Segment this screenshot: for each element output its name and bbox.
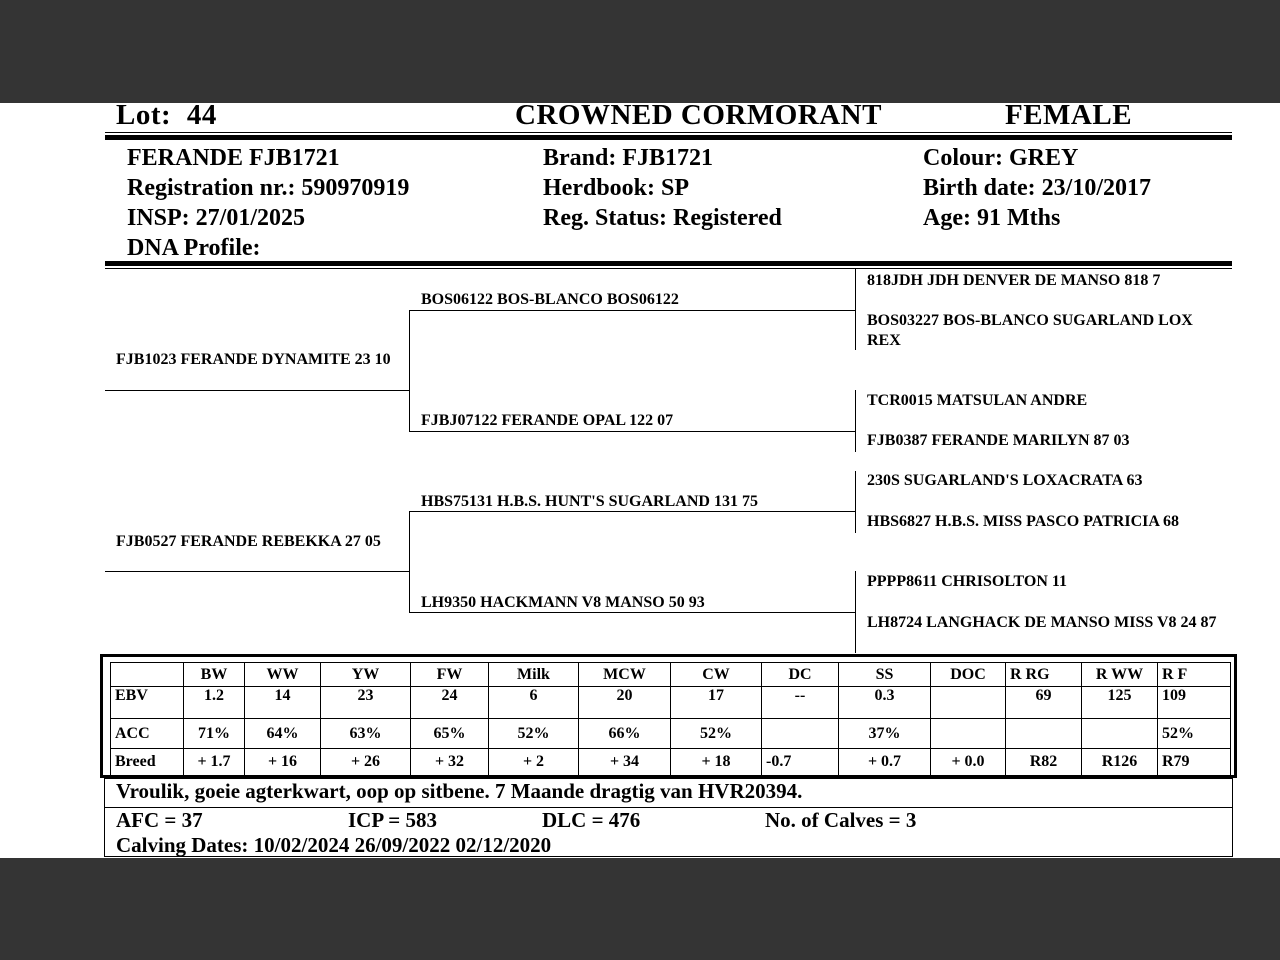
ebv-cell: 20 bbox=[579, 687, 671, 719]
ebv-header-cell: R RG bbox=[1006, 663, 1082, 687]
pedigree-sire-sire: BOS06122 BOS-BLANCO BOS06122 bbox=[421, 291, 679, 308]
icp-value: ICP = 583 bbox=[348, 808, 437, 832]
afc-value: AFC = 37 bbox=[116, 808, 203, 832]
sex-label: FEMALE bbox=[1005, 99, 1133, 131]
brand: Brand: FJB1721 bbox=[543, 145, 714, 171]
herdbook: Herdbook: SP bbox=[543, 175, 690, 201]
ebv-cell: 23 bbox=[321, 687, 411, 719]
ebv-frame bbox=[100, 654, 1237, 778]
ebv-cell: 109 bbox=[1158, 687, 1231, 719]
pedigree-ggp-3: TCR0015 MATSULAN ANDRE bbox=[867, 392, 1088, 409]
ebv-header-cell: BW bbox=[184, 663, 245, 687]
ebv-row-acc bbox=[111, 719, 1231, 749]
ebv-header-cell: FW bbox=[411, 663, 489, 687]
animal-name: FERANDE FJB1721 bbox=[127, 145, 340, 171]
pedigree-line bbox=[409, 431, 855, 432]
ebv-cell: + 16 bbox=[245, 749, 321, 776]
registration-number: Registration nr.: 590970919 bbox=[127, 175, 410, 201]
ebv-cell: -0.7 bbox=[762, 749, 839, 776]
lot-label-text: Lot: bbox=[116, 99, 172, 131]
ebv-header-cell bbox=[111, 663, 184, 687]
pedigree-line bbox=[409, 612, 855, 613]
pedigree-line bbox=[409, 310, 855, 311]
ebv-cell bbox=[762, 719, 839, 749]
age: Age: 91 Mths bbox=[923, 205, 1061, 231]
ebv-cell: 66% bbox=[579, 719, 671, 749]
ebv-cell: 69 bbox=[1006, 687, 1082, 719]
lot-label bbox=[116, 99, 217, 132]
calving-dates: Calving Dates: 10/02/2024 26/09/2022 02/12/2020 bbox=[116, 833, 552, 857]
pedigree-line bbox=[409, 310, 410, 431]
ebv-cell: + 1.7 bbox=[184, 749, 245, 776]
ebv-cell: + 18 bbox=[671, 749, 762, 776]
ebv-cell: 64% bbox=[245, 719, 321, 749]
ebv-cell: 1.2 bbox=[184, 687, 245, 719]
ebv-header-cell: MCW bbox=[579, 663, 671, 687]
ebv-cell bbox=[931, 687, 1006, 719]
ebv-header-cell: DC bbox=[762, 663, 839, 687]
info-col-left bbox=[127, 143, 409, 263]
ebv-header-cell: SS bbox=[839, 663, 931, 687]
ebv-header-row bbox=[111, 663, 1231, 687]
pedigree-ggp-6: HBS6827 H.B.S. MISS PASCO PATRICIA 68 bbox=[867, 513, 1180, 530]
pedigree-ggp-1: 818JDH JDH DENVER DE MANSO 818 7 bbox=[867, 272, 1161, 289]
ebv-cell: 63% bbox=[321, 719, 411, 749]
ebv-table bbox=[110, 662, 1231, 776]
ebv-header-cell: CW bbox=[671, 663, 762, 687]
pedigree-line bbox=[409, 511, 855, 512]
ebv-cell bbox=[931, 719, 1006, 749]
ebv-header-cell: R F bbox=[1158, 663, 1231, 687]
ebv-cell: EBV bbox=[111, 687, 184, 719]
comment-text: Vroulik, goeie agterkwart, oop op sitbene. 7 Maande dragtig van HVR20394. bbox=[116, 779, 803, 803]
ebv-header-cell: DOC bbox=[931, 663, 1006, 687]
ebv-cell: -- bbox=[762, 687, 839, 719]
header-rule-thin bbox=[105, 132, 1232, 133]
pedigree-ggp-5: 230S SUGARLAND'S LOXACRATA 63 bbox=[867, 472, 1143, 489]
ebv-cell: 52% bbox=[489, 719, 579, 749]
ebv-cell bbox=[1006, 719, 1082, 749]
ebv-header-cell: R WW bbox=[1082, 663, 1158, 687]
ebv-row-breed bbox=[111, 749, 1231, 776]
ebv-cell: 17 bbox=[671, 687, 762, 719]
ebv-header-cell: YW bbox=[321, 663, 411, 687]
ebv-cell: + 32 bbox=[411, 749, 489, 776]
pedigree-ggp-7: PPPP8611 CHRISOLTON 11 bbox=[867, 573, 1068, 590]
ebv-cell: 125 bbox=[1082, 687, 1158, 719]
pedigree-dam-sire: HBS75131 H.B.S. HUNT'S SUGARLAND 131 75 bbox=[421, 493, 758, 510]
ebv-header-cell: WW bbox=[245, 663, 321, 687]
pedigree-line bbox=[105, 390, 409, 391]
info-rule-thin bbox=[105, 268, 1232, 269]
pedigree-line bbox=[855, 269, 856, 350]
birth-date: Birth date: 23/10/2017 bbox=[923, 175, 1151, 201]
ebv-cell: + 2 bbox=[489, 749, 579, 776]
ebv-cell: 0.3 bbox=[839, 687, 931, 719]
calves-count: No. of Calves = 3 bbox=[765, 808, 917, 832]
ebv-cell: 52% bbox=[671, 719, 762, 749]
registration-status: Reg. Status: Registered bbox=[543, 205, 782, 231]
pedigree-ggp-2: BOS03227 BOS-BLANCO SUGARLAND LOX REX bbox=[867, 312, 1193, 349]
lot-number: 44 bbox=[186, 99, 217, 131]
ebv-cell: + 0.0 bbox=[931, 749, 1006, 776]
ebv-row-ebv bbox=[111, 687, 1231, 719]
ebv-cell: 24 bbox=[411, 687, 489, 719]
pedigree-ggp-8: LH8724 LANGHACK DE MANSO MISS V8 24 87 bbox=[867, 614, 1217, 631]
ebv-cell: + 0.7 bbox=[839, 749, 931, 776]
ebv-cell: 65% bbox=[411, 719, 489, 749]
lot-card bbox=[0, 99, 1280, 858]
info-rule-thick bbox=[105, 261, 1232, 266]
ebv-cell bbox=[1082, 719, 1158, 749]
ebv-header-cell: Milk bbox=[489, 663, 579, 687]
pedigree-dam: FJB0527 FERANDE REBEKKA 27 05 bbox=[116, 533, 381, 550]
ebv-cell: Breed bbox=[111, 749, 184, 776]
ebv-cell: 71% bbox=[184, 719, 245, 749]
notes-box bbox=[104, 778, 1233, 857]
pedigree-sire-dam: FJBJ07122 FERANDE OPAL 122 07 bbox=[421, 412, 674, 429]
ebv-cell: + 26 bbox=[321, 749, 411, 776]
pedigree-line bbox=[855, 471, 856, 533]
dlc-value: DLC = 476 bbox=[542, 808, 641, 832]
colour: Colour: GREY bbox=[923, 145, 1079, 171]
pedigree-dam-dam: LH9350 HACKMANN V8 MANSO 50 93 bbox=[421, 594, 705, 611]
info-col-right bbox=[923, 143, 1151, 233]
pedigree-ggp-4: FJB0387 FERANDE MARILYN 87 03 bbox=[867, 432, 1130, 449]
ebv-cell: + 34 bbox=[579, 749, 671, 776]
ebv-cell: R126 bbox=[1082, 749, 1158, 776]
pedigree-line bbox=[855, 571, 856, 653]
pedigree-line bbox=[409, 511, 410, 612]
pedigree-line bbox=[105, 571, 409, 572]
ebv-cell: ACC bbox=[111, 719, 184, 749]
pedigree-line bbox=[855, 390, 856, 452]
ebv-cell: 52% bbox=[1158, 719, 1231, 749]
ebv-cell: 14 bbox=[245, 687, 321, 719]
info-col-mid bbox=[543, 143, 782, 233]
notes-divider bbox=[105, 807, 1232, 808]
dna-profile: DNA Profile: bbox=[127, 235, 261, 261]
breeder-name: CROWNED CORMORANT bbox=[515, 99, 882, 131]
ebv-cell: R79 bbox=[1158, 749, 1231, 776]
pedigree-sire: FJB1023 FERANDE DYNAMITE 23 10 bbox=[116, 351, 391, 368]
ebv-cell: 6 bbox=[489, 687, 579, 719]
ebv-cell: R82 bbox=[1006, 749, 1082, 776]
inspection-date: INSP: 27/01/2025 bbox=[127, 205, 306, 231]
header-rule-thick bbox=[105, 135, 1232, 140]
ebv-cell: 37% bbox=[839, 719, 931, 749]
